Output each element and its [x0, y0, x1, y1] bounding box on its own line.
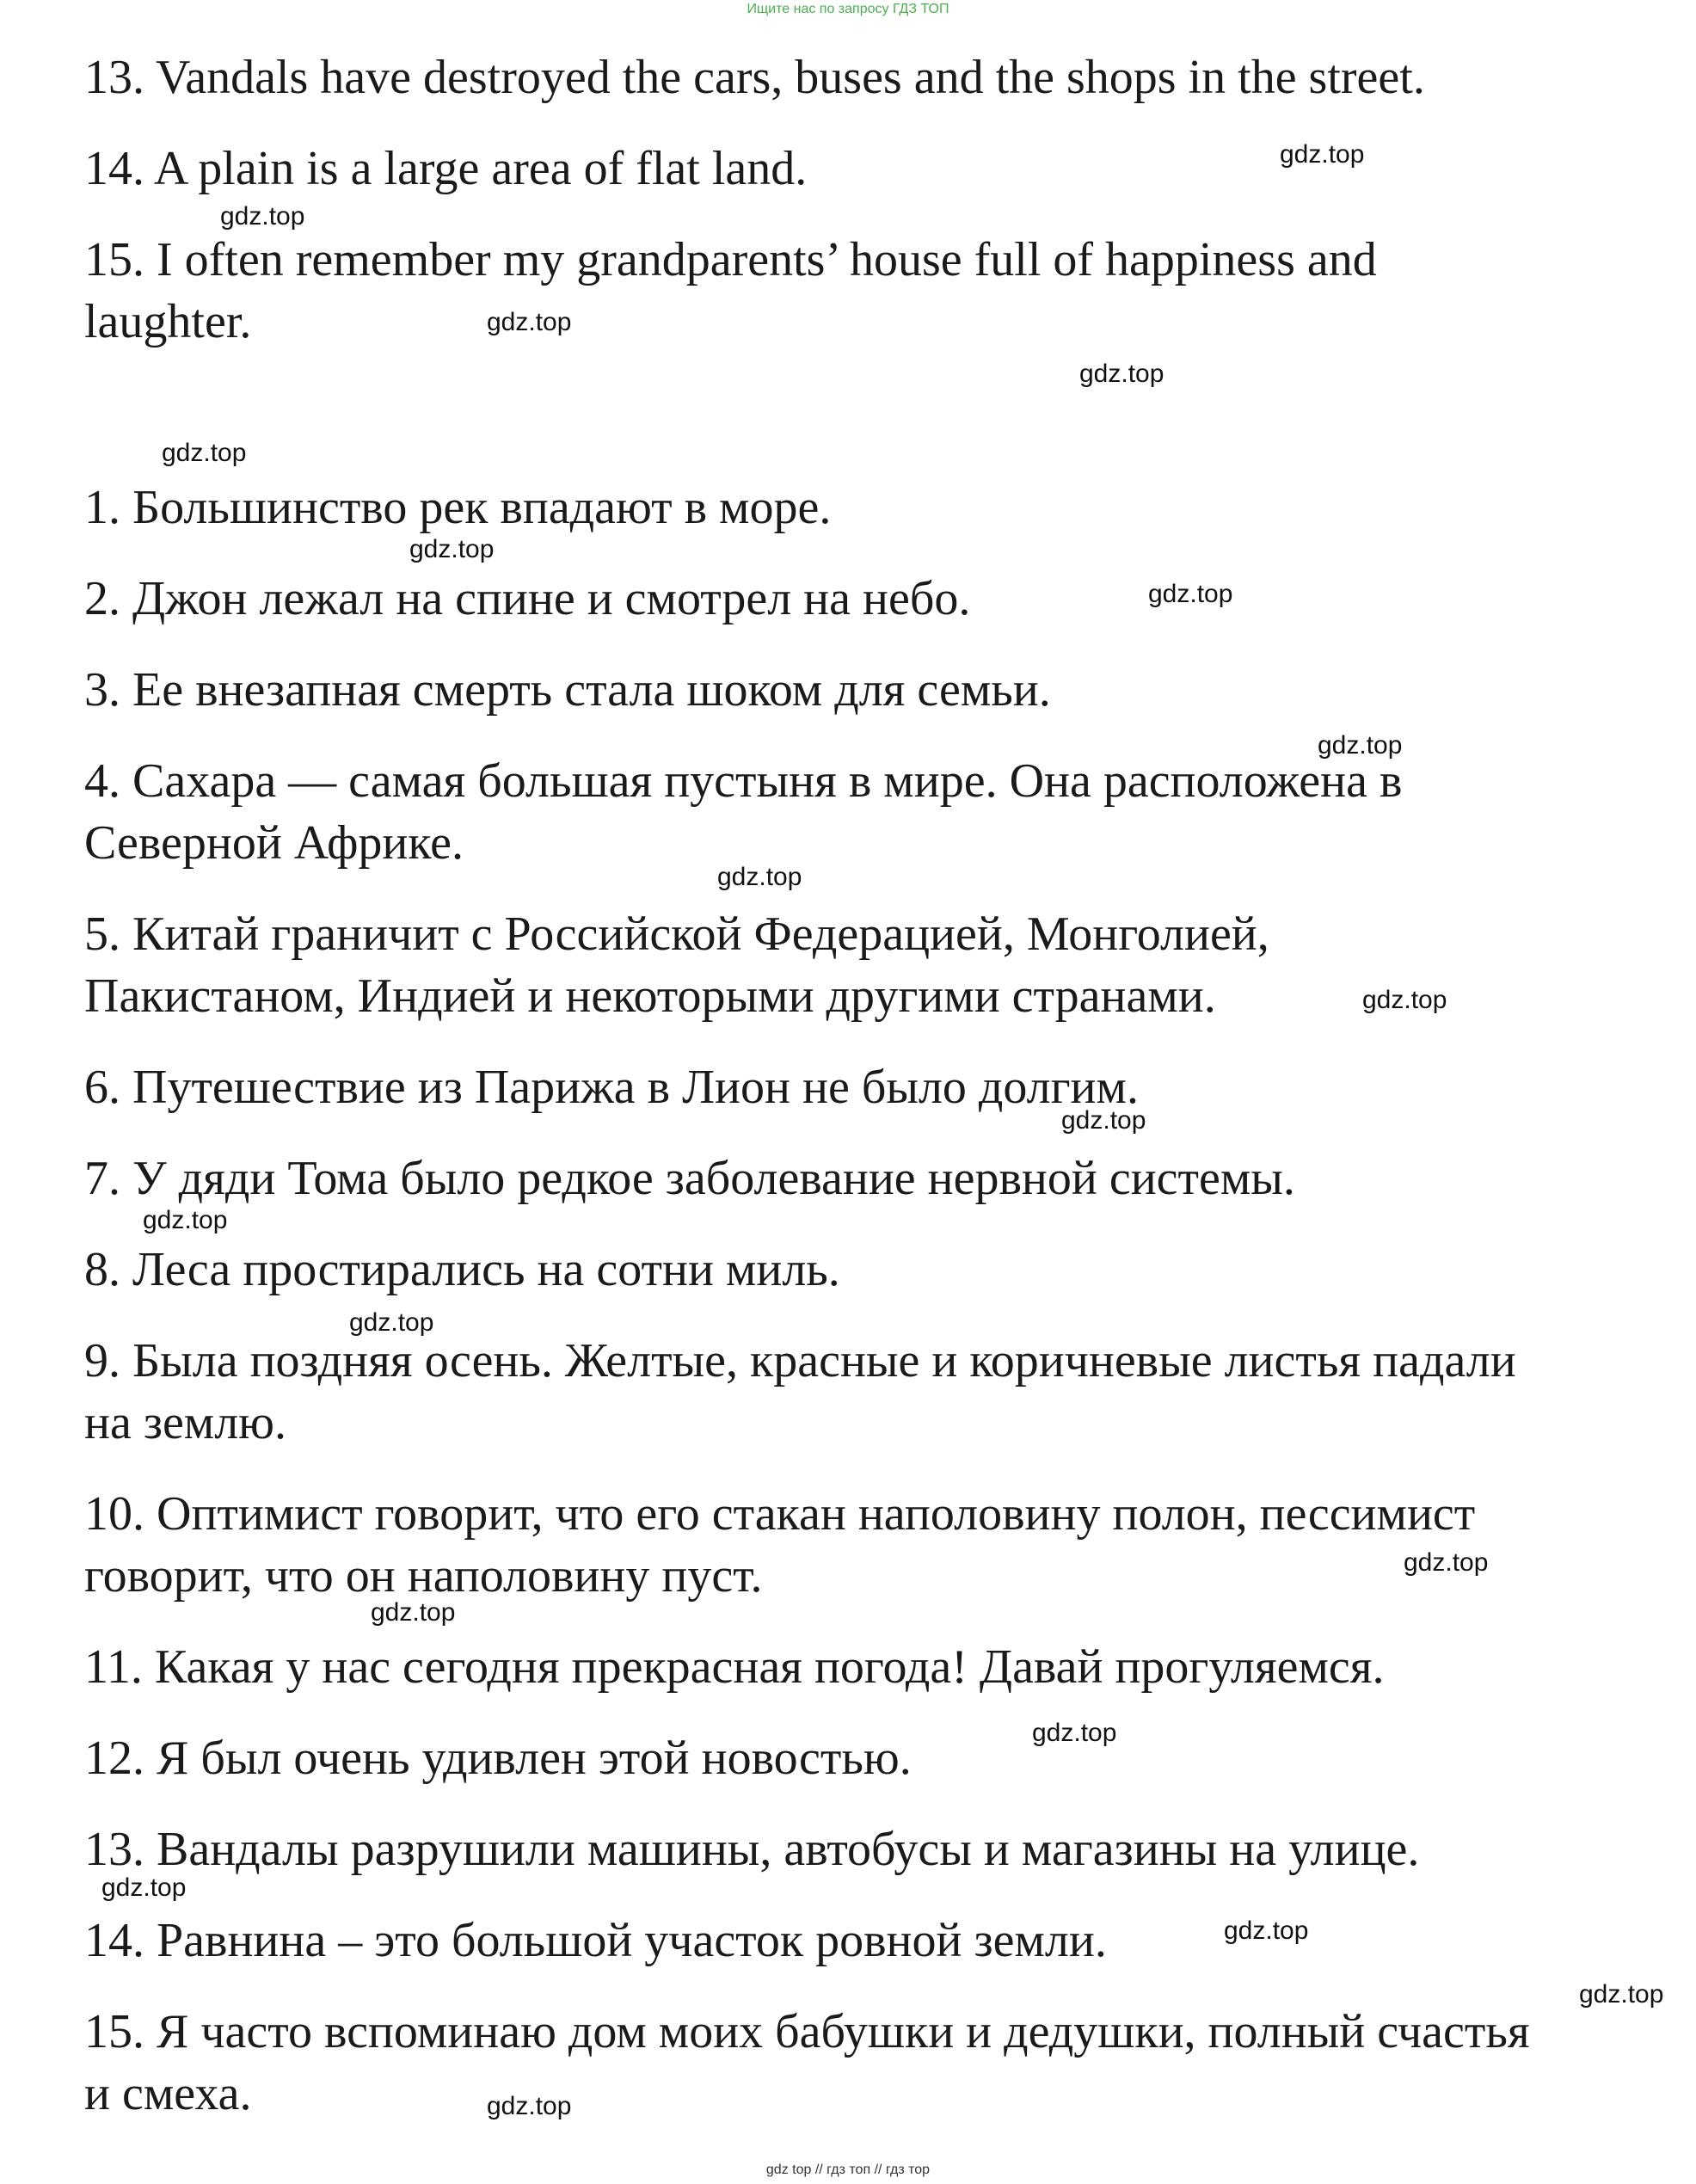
russian-sentence-2: 2. Джон лежал на спине и смотрел на небо. — [84, 572, 971, 625]
watermark: gdz.top — [1224, 1916, 1309, 1945]
russian-sentence-4-line-2: Северной Африке. — [84, 816, 464, 870]
watermark: gdz.top — [101, 1873, 187, 1902]
english-sentence-14: 14. A plain is a large area of flat land. — [84, 142, 808, 195]
english-sentence-13: 13. Vandals have destroyed the cars, buses and the shops in the street. — [84, 51, 1425, 104]
watermark: gdz.top — [220, 202, 305, 231]
russian-sentence-5-line-2: Пакистаном, Индией и некоторыми другими странами. — [84, 969, 1216, 1023]
russian-sentence-14: 14. Равнина – это большой участок ровной земли. — [84, 1914, 1107, 1967]
russian-sentence-8: 8. Леса простирались на сотни миль. — [84, 1243, 840, 1296]
russian-sentence-6: 6. Путешествие из Парижа в Лион не было долгим. — [84, 1061, 1139, 1114]
watermark: gdz.top — [1404, 1548, 1489, 1577]
russian-sentence-3: 3. Ее внезапная смерть стала шоком для семьи. — [84, 663, 1051, 717]
watermark: gdz.top — [162, 439, 247, 467]
top-banner: Ищите нас по запросу ГДЗ ТОП — [747, 2, 949, 16]
russian-sentence-7: 7. У дяди Тома было редкое заболевание нервной системы. — [84, 1152, 1295, 1205]
russian-sentence-10-line-2: говорит, что он наполовину пуст. — [84, 1549, 763, 1603]
watermark: gdz.top — [1579, 1980, 1664, 2009]
russian-sentence-11: 11. Какая у нас сегодня прекрасная погода! Давай прогуляемся. — [84, 1640, 1385, 1694]
watermark: gdz.top — [487, 308, 572, 336]
russian-sentence-15-line-1: 15. Я часто вспоминаю дом моих бабушки и дедушки, полный счастья — [84, 2005, 1530, 2058]
russian-sentence-5-line-1: 5. Китай граничит с Российской Федерацией, Монголией, — [84, 907, 1269, 961]
watermark: gdz.top — [1032, 1719, 1117, 1747]
watermark: gdz.top — [1061, 1106, 1146, 1135]
russian-sentence-4-line-1: 4. Сахара — самая большая пустыня в мире. Она расположена в — [84, 754, 1403, 808]
watermark: gdz.top — [717, 863, 802, 891]
english-sentence-15-line-2: laughter. — [84, 295, 252, 348]
watermark: gdz.top — [1148, 580, 1233, 608]
watermark: gdz.top — [1318, 731, 1403, 760]
russian-sentence-15-line-2: и смеха. — [84, 2067, 252, 2120]
watermark: gdz.top — [1362, 986, 1447, 1014]
russian-sentence-12: 12. Я был очень удивлен этой новостью. — [84, 1732, 912, 1785]
watermark: gdz.top — [409, 535, 495, 563]
russian-sentence-9-line-1: 9. Была поздняя осень. Желтые, красные и коричневые листья падали — [84, 1334, 1516, 1387]
russian-sentence-13: 13. Вандалы разрушили машины, автобусы и магазины на улице. — [84, 1823, 1420, 1876]
watermark: gdz.top — [349, 1308, 434, 1337]
russian-sentence-9-line-2: на землю. — [84, 1396, 287, 1449]
russian-sentence-10-line-1: 10. Оптимист говорит, что его стакан наполовину полон, пессимист — [84, 1487, 1476, 1541]
watermark: gdz.top — [487, 2092, 572, 2120]
english-sentence-15-line-1: 15. I often remember my grandparents’ house full of happiness and — [84, 233, 1377, 286]
watermark: gdz.top — [143, 1206, 228, 1234]
russian-sentence-1: 1. Большинство рек впадают в море. — [84, 481, 832, 534]
watermark: gdz.top — [1079, 360, 1164, 388]
watermark: gdz.top — [1280, 140, 1365, 169]
watermark: gdz.top — [371, 1598, 456, 1627]
footer-watermark: gdz top // гдз топ // гдз тор — [765, 2162, 931, 2177]
